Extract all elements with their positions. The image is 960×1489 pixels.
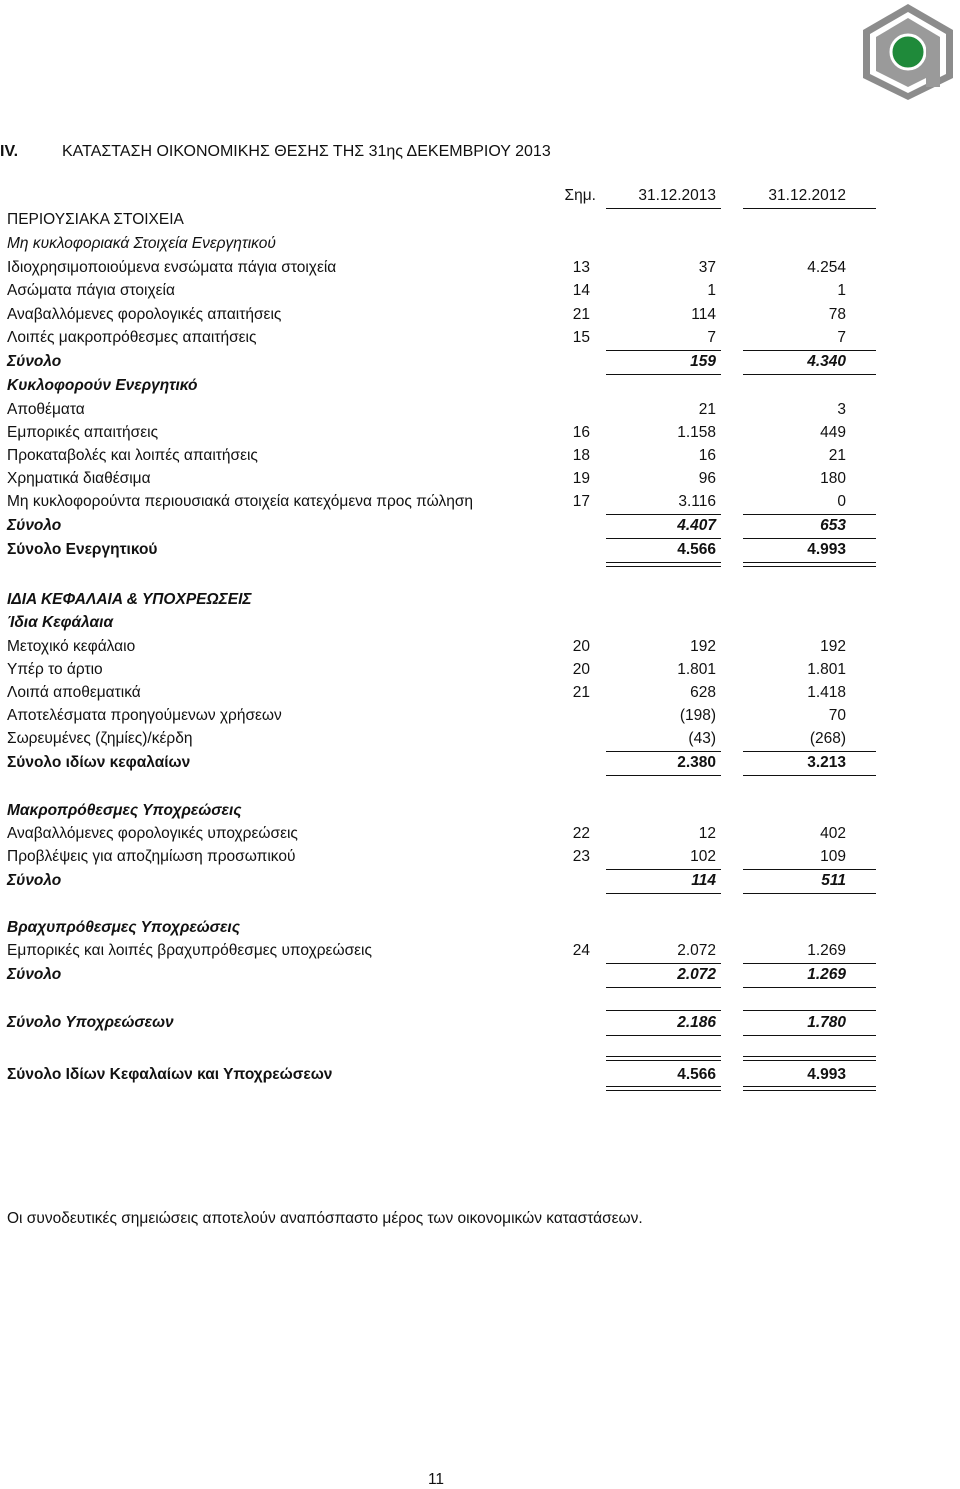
col-2012-header: 31.12.2012 (768, 187, 846, 204)
subtotal-rule-2012 (743, 350, 876, 351)
title-text: ΚΑΤΑΣΤΑΣΗ ΟΙΚΟΝΟΜΙΚΗΣ ΘΕΣΗΣ ΤΗΣ 31ης ΔΕΚΕΜΒΡΙΟΥ 2013 (62, 143, 551, 160)
column-header-row (0, 187, 900, 210)
row-value-2013: 4.566 (677, 541, 716, 558)
row-value-2013: 96 (698, 470, 716, 487)
table-row (0, 447, 900, 470)
row-value-2013: 21 (698, 401, 716, 418)
subtotal-underline-2013 (606, 987, 721, 988)
subtotal-underline-2013 (606, 893, 721, 894)
row-value-2012: 1.801 (807, 661, 846, 678)
row-value-2012: 4.254 (807, 259, 846, 276)
row-value-2013: 12 (698, 825, 716, 842)
row-value-2012: 70 (828, 707, 846, 724)
row-value-2013: 2.072 (677, 966, 716, 983)
row-value-2013: (43) (688, 730, 716, 747)
row-label: Υπέρ το άρτιο (7, 661, 103, 678)
table-row (0, 942, 900, 965)
row-label: Βραχυπρόθεσμες Υποχρεώσεις (7, 919, 240, 936)
row-label: Λοιπές μακροπρόθεσμες απαιτήσεις (7, 329, 257, 346)
subtotal-rule-2012 (743, 1010, 876, 1011)
row-value-2013: 7 (707, 329, 716, 346)
subtotal-underline-2013 (606, 775, 721, 776)
row-value-2013: 2.072 (677, 942, 716, 959)
subtotal-underline-2012 (743, 1035, 876, 1036)
total-row (0, 353, 900, 376)
row-note: 13 (572, 259, 590, 276)
subsection-heading (0, 802, 900, 825)
row-note: 23 (572, 848, 590, 865)
row-label: ΠΕΡΙΟΥΣΙΑΚΑ ΣΤΟΙΧΕΙΑ (7, 211, 184, 228)
row-label: Ιδιοχρησιμοποιούμενα ενσώματα πάγια στοιχεία (7, 259, 337, 276)
row-value-2013: 114 (691, 872, 716, 889)
row-note: 17 (572, 493, 590, 510)
row-value-2013: 16 (698, 447, 716, 464)
row-note: 19 (572, 470, 590, 487)
col-note-header: Σημ. (564, 187, 596, 204)
row-label: Ίδια Κεφάλαια (7, 614, 114, 631)
row-value-2012: 1 (837, 282, 846, 299)
row-note: 20 (572, 661, 590, 678)
total-row (0, 966, 900, 989)
row-note: 15 (572, 329, 590, 346)
row-value-2013: 102 (690, 848, 716, 865)
row-value-2012: 3.213 (807, 754, 846, 771)
total-row (0, 1014, 900, 1037)
row-label: Σύνολο (7, 966, 62, 983)
subtotal-rule-2013 (606, 751, 721, 752)
row-value-2012: 1.269 (807, 966, 846, 983)
grand-total-row (0, 541, 900, 564)
double-underline-2013 (606, 1086, 721, 1091)
row-value-2012: 449 (820, 424, 846, 441)
row-value-2012: 78 (828, 306, 846, 323)
row-label: Αναβαλλόμενες φορολογικές απαιτήσεις (7, 306, 282, 323)
row-value-2013: (198) (679, 707, 716, 724)
row-label: Σύνολο ιδίων κεφαλαίων (7, 754, 191, 771)
row-value-2012: 7 (837, 329, 846, 346)
row-note: 21 (572, 306, 590, 323)
row-label: Χρηματικά διαθέσιμα (7, 470, 151, 487)
subsection-heading (0, 235, 900, 258)
row-value-2013: 192 (690, 638, 716, 655)
subtotal-underline-2013 (606, 1035, 721, 1036)
row-label: Σύνολο (7, 517, 62, 534)
row-note: 24 (572, 942, 590, 959)
row-value-2012: 653 (820, 517, 846, 534)
double-underline-2013 (606, 562, 721, 567)
row-label: Προκαταβολές και λοιπές απαιτήσεις (7, 447, 258, 464)
row-value-2013: 2.380 (677, 754, 716, 771)
row-note: 22 (572, 825, 590, 842)
double-underline-2012 (743, 1086, 876, 1091)
row-value-2012: 21 (828, 447, 846, 464)
row-label: Σύνολο (7, 353, 62, 370)
total-row (0, 517, 900, 540)
row-value-2012: 1.269 (807, 942, 846, 959)
subtotal-underline-2012 (743, 893, 876, 894)
row-value-2013: 159 (690, 353, 716, 370)
table-row (0, 493, 900, 516)
row-value-2013: 114 (691, 306, 716, 323)
row-label: Μακροπρόθεσμες Υποχρεώσεις (7, 802, 242, 819)
footnote-statement: Οι συνοδευτικές σημειώσεις αποτελούν αναπόσπαστο μέρος των οικονομικών καταστάσεων. (7, 1210, 643, 1227)
subtotal-underline-2012 (743, 538, 876, 539)
row-label: Μετοχικό κεφάλαιο (7, 638, 136, 655)
table-row (0, 684, 900, 707)
row-value-2013: 1.158 (677, 424, 716, 441)
company-logo (858, 2, 958, 102)
row-label: Αποθέματα (7, 401, 85, 418)
row-value-2013: 1.801 (677, 661, 716, 678)
double-underline-2012 (743, 562, 876, 567)
table-row (0, 470, 900, 493)
row-value-2012: 192 (820, 638, 846, 655)
double-rule-2012 (743, 1056, 876, 1061)
row-label: Σύνολο Υποχρεώσεων (7, 1014, 174, 1031)
row-label: Σύνολο Ιδίων Κεφαλαίων και Υποχρεώσεων (7, 1066, 333, 1083)
table-row (0, 730, 900, 753)
row-label: Λοιπά αποθεματικά (7, 684, 141, 701)
statement-title (0, 143, 551, 161)
row-note: 18 (572, 447, 590, 464)
row-label: Μη κυκλοφορούντα περιουσιακά στοιχεία κατεχόμενα προς πώληση (7, 493, 474, 510)
row-label: Προβλέψεις για αποζημίωση προσωπικού (7, 848, 296, 865)
double-rule-2013 (606, 1056, 721, 1061)
row-value-2012: 511 (821, 872, 846, 889)
row-value-2012: 180 (820, 470, 846, 487)
row-value-2013: 628 (690, 684, 716, 701)
row-value-2012: 4.993 (807, 541, 846, 558)
header-underline-2012 (743, 208, 876, 209)
table-row (0, 259, 900, 282)
row-label: Σωρευμένες (ζημίες)/κέρδη (7, 730, 193, 747)
table-row (0, 825, 900, 848)
table-row (0, 638, 900, 661)
row-value-2012: 3 (837, 401, 846, 418)
subtotal-rule-2012 (743, 869, 876, 870)
row-note: 14 (572, 282, 590, 299)
row-value-2012: 1.418 (807, 684, 846, 701)
row-label: Σύνολο Ενεργητικού (7, 541, 158, 558)
table-row (0, 329, 900, 352)
subtotal-underline-2012 (743, 374, 876, 375)
subtotal-rule-2013 (606, 963, 721, 964)
row-value-2012: 0 (837, 493, 846, 510)
table-row (0, 848, 900, 871)
row-label: Αποτελέσματα προηγούμενων χρήσεων (7, 707, 282, 724)
table-row (0, 707, 900, 730)
subsection-heading (0, 614, 900, 637)
col-2013-header: 31.12.2013 (638, 187, 716, 204)
subtotal-underline-2013 (606, 374, 721, 375)
row-value-2013: 2.186 (677, 1014, 716, 1031)
table-row (0, 282, 900, 305)
page-number: 11 (427, 1471, 445, 1488)
row-value-2012: 402 (820, 825, 846, 842)
subtotal-underline-2012 (743, 987, 876, 988)
section-heading (0, 211, 900, 234)
row-value-2012: 1.780 (807, 1014, 846, 1031)
table-row (0, 661, 900, 684)
subtotal-rule-2012 (743, 963, 876, 964)
table-row (0, 306, 900, 329)
total-row (0, 754, 900, 777)
table-row (0, 401, 900, 424)
subtotal-rule-2013 (606, 1010, 721, 1011)
subsection-heading (0, 377, 900, 400)
row-label: Κυκλοφορούν Ενεργητικό (7, 377, 198, 394)
row-note: 21 (572, 684, 590, 701)
subtotal-rule-2012 (743, 751, 876, 752)
row-value-2012: (268) (809, 730, 846, 747)
row-value-2013: 4.407 (677, 517, 716, 534)
section-number: IV. (0, 143, 19, 160)
header-underline-2013 (606, 208, 721, 209)
row-value-2012: 109 (820, 848, 846, 865)
row-value-2013: 1 (707, 282, 716, 299)
row-value-2013: 37 (698, 259, 716, 276)
row-label: Αναβαλλόμενες φορολογικές υποχρεώσεις (7, 825, 298, 842)
row-value-2013: 4.566 (677, 1066, 716, 1083)
total-row (0, 872, 900, 895)
subtotal-rule-2013 (606, 350, 721, 351)
row-label: Εμπορικές απαιτήσεις (7, 424, 159, 441)
subtotal-rule-2012 (743, 514, 876, 515)
section-heading (0, 591, 900, 614)
row-label: ΙΔΙΑ ΚΕΦΑΛΑΙΑ & ΥΠΟΧΡΕΩΣΕΙΣ (7, 591, 252, 608)
row-value-2013: 3.116 (678, 493, 716, 510)
row-note: 16 (572, 424, 590, 441)
row-value-2012: 4.993 (807, 1066, 846, 1083)
subtotal-underline-2012 (743, 775, 876, 776)
subtotal-underline-2013 (606, 538, 721, 539)
row-value-2012: 4.340 (807, 353, 846, 370)
subtotal-rule-2013 (606, 514, 721, 515)
row-label: Σύνολο (7, 872, 62, 889)
table-row (0, 424, 900, 447)
row-label: Ασώματα πάγια στοιχεία (7, 282, 175, 299)
row-label: Μη κυκλοφοριακά Στοιχεία Ενεργητικού (7, 235, 276, 252)
subsection-heading (0, 919, 900, 942)
subtotal-rule-2013 (606, 869, 721, 870)
row-label: Εμπορικές και λοιπές βραχυπρόθεσμες υποχρεώσεις (7, 942, 372, 959)
row-note: 20 (572, 638, 590, 655)
